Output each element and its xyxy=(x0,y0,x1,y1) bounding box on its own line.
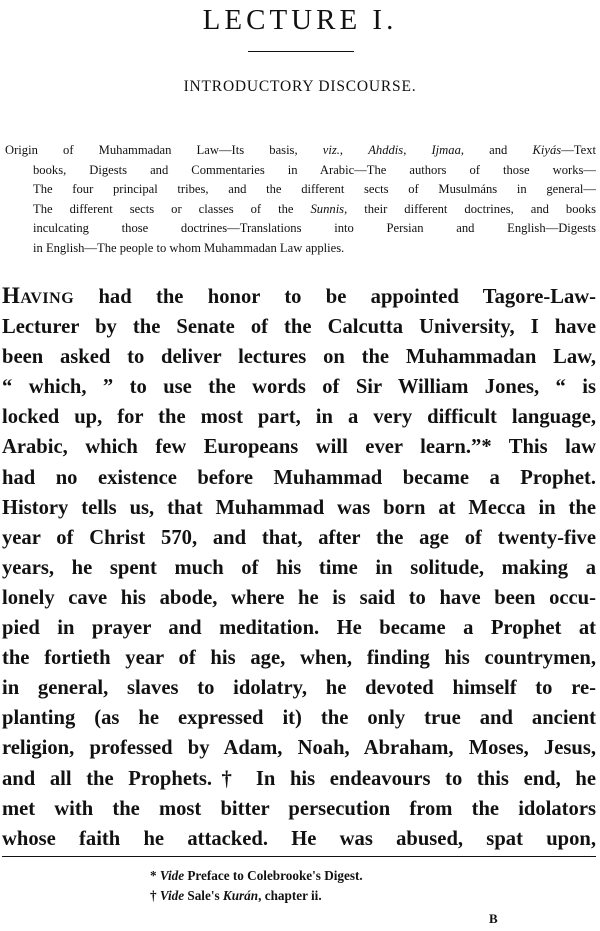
body-line: Having had the honor to be appointed Tagore-Law- xyxy=(2,283,596,308)
footnote-run: Vide xyxy=(159,868,185,883)
summary-line xyxy=(5,141,596,161)
footnote-run: * xyxy=(150,868,160,883)
summary-run: books, Digests and Commentaries in Arabic—The authors of those works— xyxy=(33,162,596,177)
body-line: Lecturer by the Senate of the Calcutta University, I have xyxy=(2,316,596,339)
body-line: year of Christ 570, and that, after the age of twenty-five xyxy=(2,526,596,549)
summary-run: inculcating those doctrines—Translations into Persian and English—Digests xyxy=(33,221,596,235)
body-line: religion, professed by Adam, Noah, Abraham, Moses, Jesus, xyxy=(2,737,596,760)
summary-run: in English—The people to whom Muhammadan Law applies. xyxy=(33,240,345,255)
body-line: in general, slaves to idolatry, he devoted himself to re- xyxy=(2,677,596,700)
summary-run: The different sects or classes of the xyxy=(33,201,311,216)
body-line: planting (as he expressed it) the only true and ancient xyxy=(2,707,596,730)
body-line: and all the Prophets.† In his endeavours to this end, he xyxy=(2,767,596,790)
body-line: the fortieth year of his age, when, finding his countrymen, xyxy=(2,647,596,670)
footnote-run: † xyxy=(150,888,160,903)
summary-run: —Text xyxy=(561,143,596,157)
body-line: Arabic, which few Europeans will ever learn.”* This law xyxy=(2,436,596,459)
summary-run: Ijmaa xyxy=(431,143,461,157)
body-line: had no existence before Muhammad became a Prophet. xyxy=(2,466,596,489)
body-line: met with the most bitter persecution from the idolators xyxy=(2,797,596,820)
summary-run: Sunnis xyxy=(310,201,345,216)
body-line: locked up, for the most part, in a very difficult language, xyxy=(2,406,596,429)
body-line: “ which, ” to use the words of Sir William Jones, “ is xyxy=(2,376,596,399)
footnote-1 xyxy=(150,866,363,886)
summary-run: viz. xyxy=(322,143,340,157)
summary-run: , and xyxy=(460,143,533,157)
footnote-2 xyxy=(150,886,322,906)
summary-run: , xyxy=(339,143,369,157)
summary-line xyxy=(5,180,596,200)
summary-run: , their different doctrines, and books xyxy=(344,201,597,216)
footnote-run: Vide xyxy=(159,888,185,903)
footnote-run: Sale's xyxy=(184,888,223,903)
summary-run: Origin of Muhammadan Law—Its basis, xyxy=(5,143,323,157)
summary-line xyxy=(5,239,596,259)
body-line: History tells us, that Muhammad was born at Mecca in the xyxy=(2,496,596,519)
footnote-run: Kurán xyxy=(222,888,259,903)
signature-mark: B xyxy=(489,911,498,926)
footnote-run: , chapter ii. xyxy=(258,888,322,903)
summary-run: Kiyás xyxy=(532,143,562,157)
footnote-run: Preface to Colebrooke's Digest. xyxy=(184,868,363,883)
summary-line xyxy=(5,219,596,239)
summary-line xyxy=(5,200,596,220)
body-text xyxy=(2,281,596,854)
summary-run: The four principal tribes, and the different sects of Musulmáns in general— xyxy=(33,182,596,196)
body-line: been asked to deliver lectures on the Muhammadan Law, xyxy=(2,346,596,369)
body-line: years, he spent much of his time in solitude, making a xyxy=(2,556,596,579)
body-line: pied in prayer and meditation. He became a Prophet at xyxy=(2,617,596,640)
lecture-title: LECTURE I. xyxy=(202,4,398,36)
footnote-divider xyxy=(2,856,596,857)
summary-run: , xyxy=(403,143,432,157)
summary-line xyxy=(5,161,596,181)
chapter-summary xyxy=(5,141,596,258)
body-line: whose faith he attacked. He was abused, spat upon, xyxy=(2,827,596,850)
summary-run: Ahddis xyxy=(368,143,404,157)
opening-word: Having xyxy=(2,283,75,308)
title-divider xyxy=(248,51,354,52)
body-line: lonely cave his abode, where he is said to have been occu- xyxy=(2,586,596,609)
lecture-subtitle: INTRODUCTORY DISCOURSE. xyxy=(183,78,417,95)
